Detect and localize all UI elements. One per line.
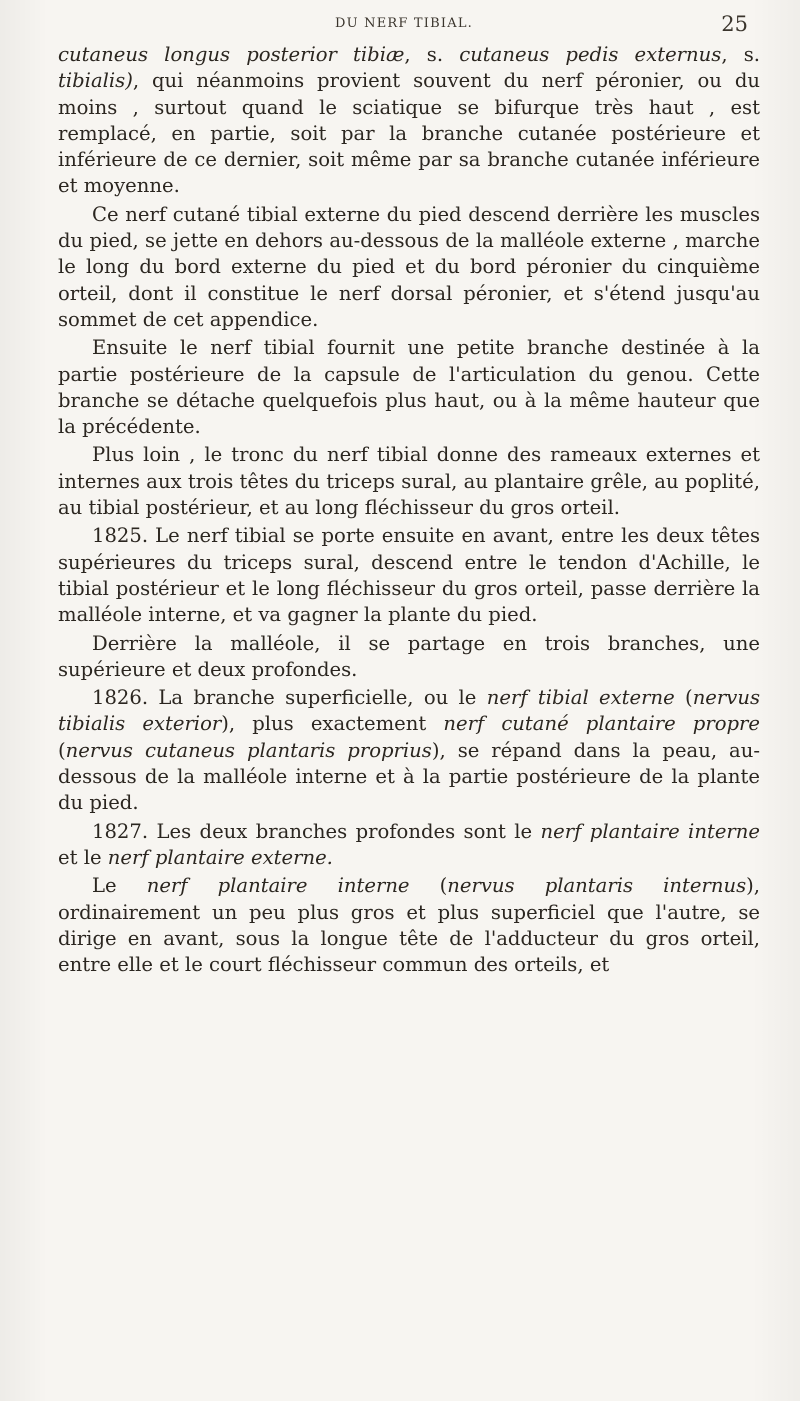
running-title: DU NERF TIBIAL. <box>335 16 473 31</box>
running-head <box>60 8 748 36</box>
body-text <box>58 42 760 978</box>
paragraph-span-italic: cutaneus longus posterior tibiæ <box>58 43 405 66</box>
paragraph-span: Ensuite le nerf tibial fournit une petite branche destinée à la partie postérieure de la capsule de l'articulation du genou. Cette branche se détache quelquefois plus haut, ou à la même hauteur que la précédente. <box>58 336 760 439</box>
paragraph <box>58 631 760 684</box>
paragraph-span-italic: nerf tibial externe <box>486 686 675 710</box>
paragraph <box>58 42 760 200</box>
paragraph-span-italic: nerf plantaire externe. <box>107 845 333 869</box>
paragraph <box>58 873 760 978</box>
paragraph <box>58 202 760 333</box>
paragraph-span-italic: nerf plantaire interne <box>540 819 760 843</box>
paragraph-span: Le <box>92 874 147 898</box>
paragraph-span-italic: nervus cutaneus plantaris proprius <box>65 738 432 762</box>
paragraph-span: ( <box>409 874 448 898</box>
paragraph-span: 1826. La branche superficielle, ou le <box>92 686 487 710</box>
paragraph-span-italic: cutaneus pedis externus <box>459 43 722 66</box>
paragraph-span: Plus loin , le tronc du nerf tibial donne des rameaux externes et internes aux trois têtes du triceps sural, au plantaire grêle, au poplité, au tibial postérieur, et au long fléchisseur du gros orteil. <box>58 443 760 520</box>
paragraph-span: 1825. Le nerf tibial se porte ensuite en avant, entre les deux têtes supérieures du triceps sural, descend entre le tendon d'Achille, le tibial postérieur et le long fléchisseur du gros orteil, passe derrière la malléole interne, et va gagner la plante du pied. <box>58 524 760 627</box>
paragraph-span: , s. <box>721 43 760 66</box>
paragraph-span-italic: tibialis) <box>58 69 133 93</box>
paragraph-span-italic: nervus plantaris internus <box>447 874 747 898</box>
paragraph-span-italic: nerf plantaire interne <box>146 874 410 898</box>
paragraph <box>58 819 760 872</box>
paragraph-span: ( <box>674 686 693 710</box>
paragraph-span: 1827. Les deux branches profondes sont le <box>92 819 541 843</box>
paragraph-span: ), se répand dans la peau, au-dessous de la malléole interne et à la partie postérieure de la plante du pied. <box>58 738 760 815</box>
paragraph <box>58 335 760 440</box>
paragraph-span: et le <box>58 845 108 869</box>
paragraph <box>58 442 760 521</box>
page-number: 25 <box>721 12 748 36</box>
paragraph-span: Derrière la malléole, il se partage en trois branches, une supérieure et deux profondes. <box>58 631 760 681</box>
paragraph-span: , s. <box>404 43 460 66</box>
paragraph-span: ), plus exactement <box>221 712 444 736</box>
paragraph-span: Ce nerf cutané tibial externe du pied descend derrière les muscles du pied, se jette en dehors au-dessous de la malléole externe , marche le long du bord externe du pied et du bord péronier du cinquième orteil, dont il constitue le nerf dorsal péronier, et s'étend jusqu'au sommet de cet appendice. <box>58 202 760 331</box>
paragraph-span-italic: nerf cutané plantaire propre <box>443 712 760 736</box>
paragraph <box>58 685 760 816</box>
paragraph-span: ( <box>58 738 66 762</box>
paragraph <box>58 523 760 628</box>
paragraph-span: ), ordinairement un peu plus gros et plus superficiel que l'autre, se dirige en avant, sous la longue tête de l'adducteur du gros orteil, entre elle et le court fléchisseur commun des orteils, et <box>58 874 761 977</box>
paragraph-span: , qui néanmoins provient souvent du nerf péronier, ou du moins , surtout quand le sciatique se bifurque très haut , est remplacé, en partie, soit par la branche cutanée postérieure et inférieure de ce dernier, soit même par sa branche cutanée inférieure et moyenne. <box>58 69 760 198</box>
paragraph-span-italic: nervus tibialis exterior <box>58 686 761 736</box>
